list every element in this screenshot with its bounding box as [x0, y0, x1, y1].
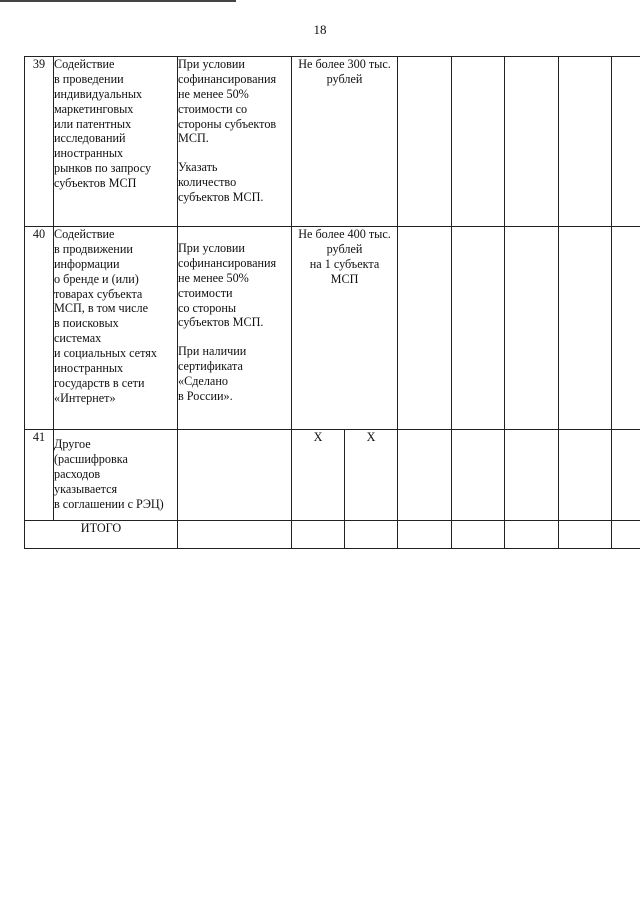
row-number: 40 [25, 227, 54, 430]
empty-cell [398, 57, 452, 227]
empty-cell [612, 521, 640, 549]
empty-cell [345, 521, 398, 549]
empty-cell [178, 430, 292, 521]
service-conditions: При условии софинансирования не менее 50% стоимости со стороны субъектов МСП. Указать количество субъектов МСП. [178, 57, 292, 227]
row-number: 39 [25, 57, 54, 227]
empty-cell [398, 521, 452, 549]
empty-cell [292, 521, 345, 549]
service-description: Другое (расшифровка расходов указывается в соглашении с РЭЦ) [54, 430, 178, 521]
service-conditions: При условии софинансирования не менее 50% стоимости со стороны субъектов МСП. При наличии сертификата «Сделано в России». [178, 227, 292, 430]
empty-cell [505, 521, 559, 549]
empty-cell [559, 57, 612, 227]
cost-limit: Не более 300 тыс. рублей [292, 57, 398, 227]
service-description: Содействие в продвижении информации о бренде и (или) товарах субъекта МСП, в том числе в поисковых системах и социальных сетях иностранных государств в сети «Интернет» [54, 227, 178, 430]
table-row [25, 227, 640, 430]
empty-cell [452, 57, 505, 227]
empty-cell [452, 521, 505, 549]
page-number: 18 [313, 22, 327, 37]
cost-limit: Не более 400 тыс. рублей на 1 субъекта МСП [292, 227, 398, 430]
row-number: 41 [25, 430, 54, 521]
service-description: Содействие в проведении индивидуальных маркетинговых или патентных исследований иностранных рынков по запросу субъектов МСП [54, 57, 178, 227]
empty-cell [398, 430, 452, 521]
empty-cell [612, 57, 640, 227]
table-row [25, 57, 640, 227]
empty-cell [452, 227, 505, 430]
table-row [25, 430, 640, 521]
empty-cell [398, 227, 452, 430]
empty-cell [559, 227, 612, 430]
mark-cell: Х [292, 430, 345, 521]
mark-cell: Х [345, 430, 398, 521]
total-label: ИТОГО [25, 521, 178, 549]
empty-cell [452, 430, 505, 521]
empty-cell [505, 227, 559, 430]
top-rule [0, 0, 236, 2]
empty-cell [559, 430, 612, 521]
empty-cell [612, 430, 640, 521]
empty-cell [505, 57, 559, 227]
services-table [24, 56, 640, 549]
empty-cell [178, 521, 292, 549]
total-row [25, 521, 640, 549]
empty-cell [559, 521, 612, 549]
empty-cell [612, 227, 640, 430]
empty-cell [505, 430, 559, 521]
